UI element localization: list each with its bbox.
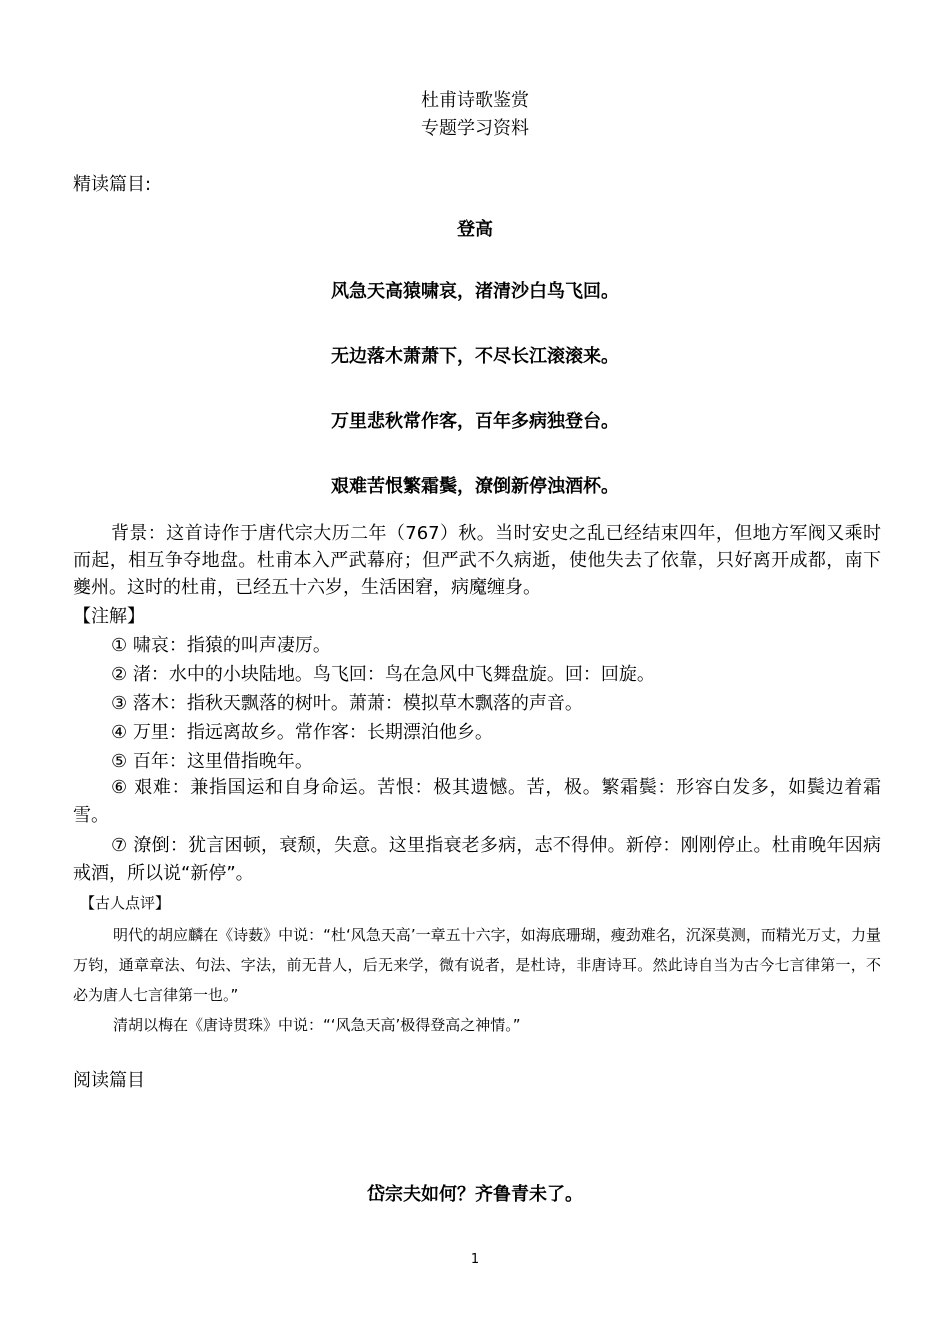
note-item: ③ 落木：指秋天飘落的树叶。萧萧：模拟草木飘落的声音。	[111, 693, 583, 714]
notes-heading: 【注解】	[73, 606, 145, 627]
note-item: ① 啸哀：指猿的叫声凄厉。	[111, 635, 331, 656]
page-number: 1	[470, 1252, 480, 1267]
poem-title: 登高	[457, 219, 493, 240]
poem-line: 艰难苦恨繁霜鬓，潦倒新停浊酒杯。	[331, 476, 619, 497]
note-item: ⑤ 百年：这里借指晚年。	[111, 751, 313, 772]
background-paragraph: 背景：这首诗作于唐代宗大历二年（767）秋。当时安史之乱已经结束四年，但地方军阀又乘时而起，相互争夺地盘。杜甫本入严武幕府；但严武不久病逝，使他失去了依靠，只好离开成都，南下夔州。这时的杜甫，已经五十六岁，生活困窘，病魔缠身。	[73, 523, 881, 598]
poem-line-next: 岱宗夫如何？齐鲁青未了。	[367, 1184, 583, 1205]
poem-line: 无边落木萧萧下，不尽长江滚滚来。	[331, 346, 619, 367]
section-heading-reading: 阅读篇目	[73, 1070, 145, 1091]
review-paragraph: 清胡以梅在《唐诗贯珠》中说：“‘风急天高’极得登高之神情。”	[113, 1016, 521, 1034]
note-item: ⑦ 潦倒：犹言困顿，衰颓，失意。这里指衰老多病，志不得伸。新停：刚刚停止。杜甫晚年因病戒酒，所以说“新停”。	[73, 835, 881, 884]
note-item: ② 渚：水中的小块陆地。鸟飞回：鸟在急风中飞舞盘旋。回：回旋。	[111, 664, 655, 685]
section-heading-intensive-reading: 精读篇目:	[73, 174, 152, 195]
review-heading: 【古人点评】	[80, 894, 171, 912]
note-item: ⑥ 艰难：兼指国运和自身命运。苦恨：极其遗憾。苦，极。繁霜鬓：形容白发多，如鬓边着霜雪。	[73, 777, 881, 826]
review-paragraph: 明代的胡应麟在《诗薮》中说：“杜‘风急天高’一章五十六字，如海底珊瑚，瘦劲难名，沉深莫测，而精光万丈，力量万钧，通章章法、句法、字法，前无昔人，后无来学，微有说者，是杜诗，非唐诗耳。然此诗自当为古今七言律第一，不必为唐人七言律第一也。”	[73, 926, 881, 1004]
note-item: ④ 万里：指远离故乡。常作客：长期漂泊他乡。	[111, 722, 493, 743]
poem-line: 万里悲秋常作客，百年多病独登台。	[331, 411, 619, 432]
poem-line: 风急天高猿啸哀，渚清沙白鸟飞回。	[331, 281, 619, 302]
document-subtitle: 专题学习资料	[421, 118, 529, 139]
document-title: 杜甫诗歌鉴赏	[421, 90, 529, 111]
